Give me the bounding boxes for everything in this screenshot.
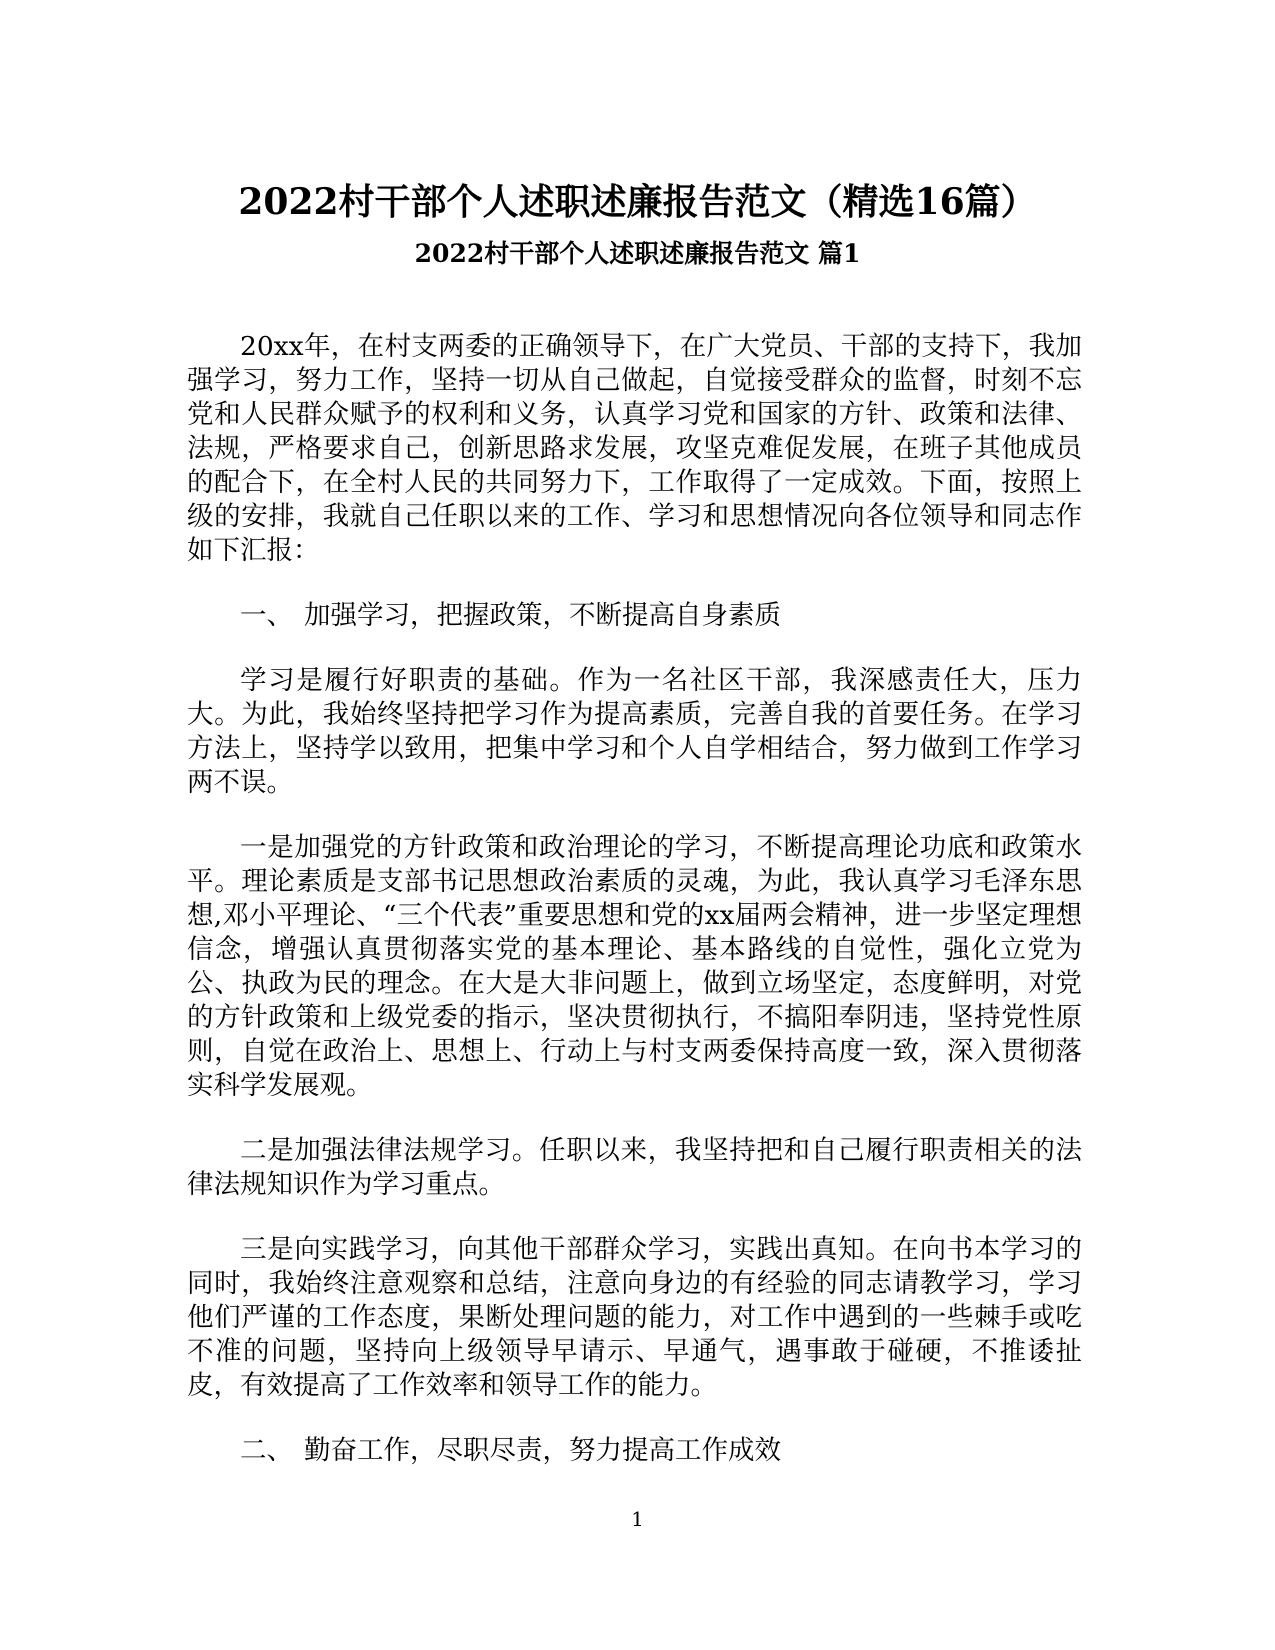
heading-2 xyxy=(187,1434,1082,1468)
heading-2-number: 二、 xyxy=(240,1435,293,1466)
paragraph-point-2: 二是加强法律法规学习。任职以来，我坚持把和自己履行职责相关的法律法规知识作为学习重点。 xyxy=(187,1135,1082,1200)
heading-2-text: 勤奋工作，尽职尽责，努力提高工作成效 xyxy=(304,1435,781,1466)
section-title: 2022村干部个人述职述廉报告范文 篇1 xyxy=(414,239,861,268)
paragraph-point-3: 三是向实践学习，向其他干部群众学习，实践出真知。在向书本学习的同时，我始终注意观察和总结，注意向身边的有经验的同志请教学习，学习他们严谨的工作态度，果断处理问题的能力，对工作中遇到的一些棘手或吃不准的问题，坚持向上级领导早请示、早通气，遇事敢于碰硬，不推诿扯皮，有效提高了工作效率和领导工作的能力。 xyxy=(187,1234,1082,1401)
heading-1 xyxy=(187,599,1082,633)
paragraph-intro: 20xx年，在村支两委的正确领导下，在广大党员、干部的支持下，我加强学习，努力工作，坚持一切从自己做起，自觉接受群众的监督，时刻不忘党和人民群众赋予的权利和义务，认真学习党和国家的方针、政策和法律、法规，严格要求自己，创新思路求发展，攻坚克难促发展，在班子其他成员的配合下，在全村人民的共同努力下，工作取得了一定成效。下面，按照上级的安排，我就自己任职以来的工作、学习和思想情况向各位领导和同志作如下汇报： xyxy=(187,331,1082,566)
heading-1-text: 加强学习，把握政策，不断提高自身素质 xyxy=(304,600,781,631)
paragraph-study: 学习是履行好职责的基础。作为一名社区干部，我深感责任大，压力大。为此，我始终坚持把学习作为提高素质，完善自我的首要任务。在学习方法上，坚持学以致用，把集中学习和个人自学相结合，努力做到工作学习两不误。 xyxy=(187,665,1082,798)
document-title: 2022村干部个人述职述廉报告范文（精选16篇） xyxy=(238,181,1037,223)
page-number: 1 xyxy=(631,1507,644,1531)
heading-1-number: 一、 xyxy=(240,600,293,631)
document-body xyxy=(187,330,1082,1499)
paragraph-point-1: 一是加强党的方针政策和政治理论的学习，不断提高理论功底和政策水平。理论素质是支部书记思想政治素质的灵魂，为此，我认真学习毛泽东思想,邓小平理论、“三个代表”重要思想和党的xx届两会精神，进一步坚定理想信念，增强认真贯彻落实党的基本理论、基本路线的自觉性，强化立党为公、执政为民的理念。在大是大非问题上，做到立场坚定，态度鲜明，对党的方针政策和上级党委的指示，坚决贯彻执行，不搞阳奉阴违，坚持党性原则，自觉在政治上、思想上、行动上与村支两委保持高度一致，深入贯彻落实科学发展观。 xyxy=(187,832,1082,1101)
